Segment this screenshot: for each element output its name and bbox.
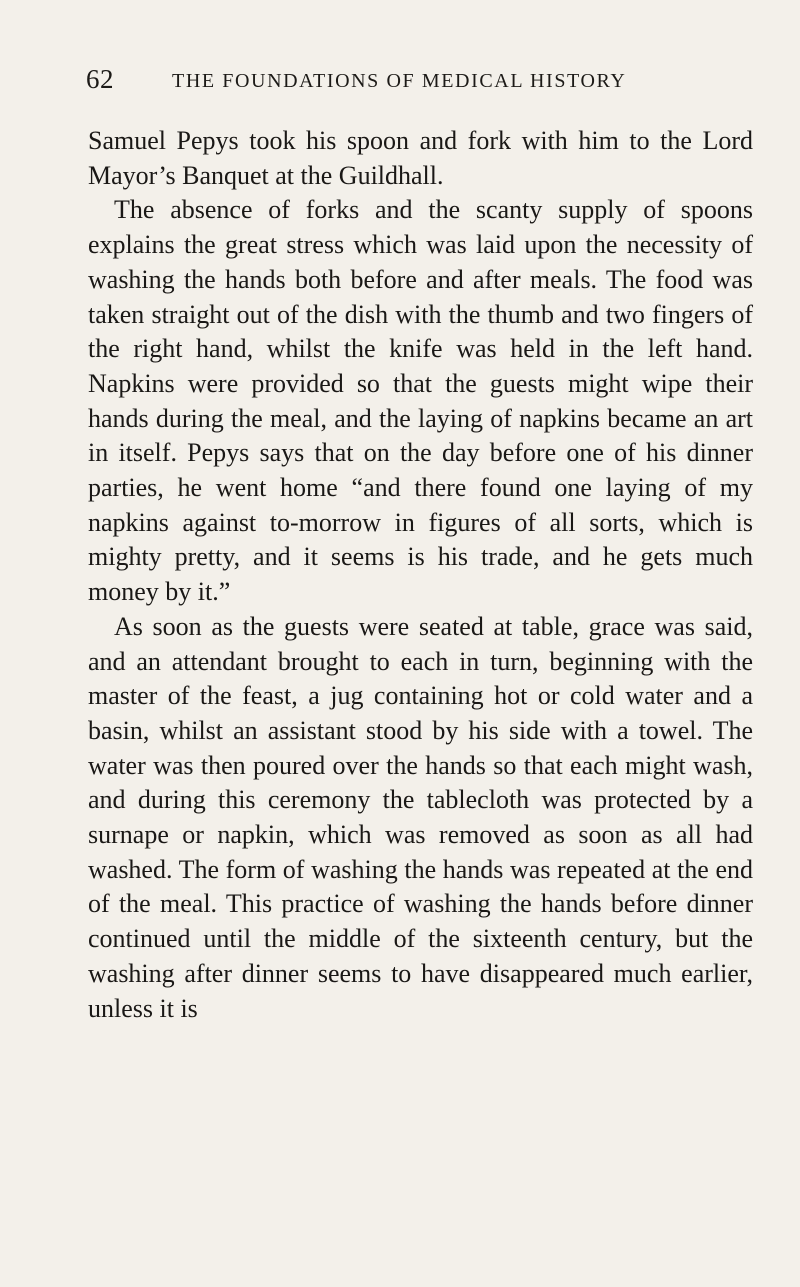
paragraph: Samuel Pepys took his spoon and fork with him to the Lord Mayor’s Banquet at the Guildhall. <box>88 126 753 190</box>
running-title: THE FOUNDATIONS OF MEDICAL HISTORY <box>172 70 627 92</box>
paragraph: As soon as the guests were seated at table, grace was said, and an attendant brought to each in turn, beginning with the master of the feast, a jug containing hot or cold water and a basin, whilst an assistant stood by his side with a towel. The water was then poured over the hands so that each might wash, and during this ceremony the tablecloth was protected by a surnape or napkin, which was removed as soon as all had washed. The form of washing the hands was repeated at the end of the meal. This practice of washing the hands before dinner continued until the middle of the sixteenth century, but the washing after dinner seems to have disappeared much earlier, unless it is <box>88 611 753 1023</box>
page-number: 62 <box>86 64 114 94</box>
running-head <box>86 64 666 104</box>
body-text <box>88 124 753 1026</box>
paragraph: The absence of forks and the scanty supply of spoons explains the great stress which was laid upon the necessity of washing the hands both before and after meals. The food was taken straight out of the dish with the thumb and two fingers of the right hand, whilst the knife was held in the left hand. Napkins were provided so that the guests might wipe their hands during the meal, and the laying of napkins became an art in itself. Pepys says that on the day before one of his dinner parties, he went home “and there found one laying of my napkins against to-morrow in figures of all sorts, which is mighty pretty, and it seems is his trade, and he gets much money by it.” <box>88 195 753 607</box>
